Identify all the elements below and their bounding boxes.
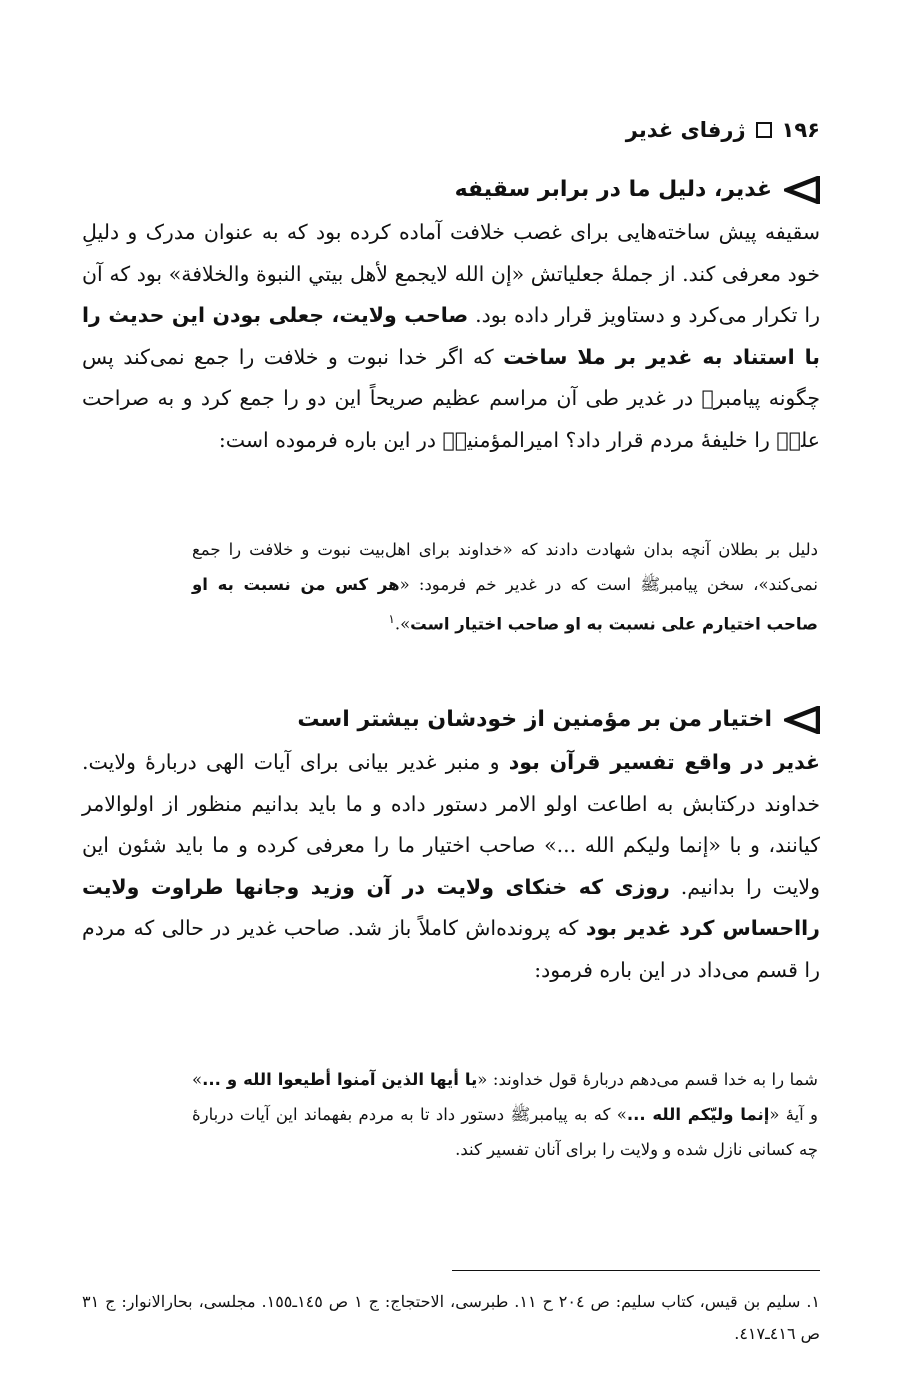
section-2	[82, 700, 820, 991]
running-head	[626, 118, 820, 142]
section-2-paragraph	[82, 742, 820, 991]
section-1-paragraph	[82, 212, 820, 461]
quote-1-bold: هر کس من نسبت به او صاحب اختیارم علی نسبت به او صاحب اختیار است	[192, 575, 818, 634]
quote-2-bold-b: إنما ولیّکم الله ...	[626, 1105, 770, 1124]
quote-1	[192, 532, 818, 642]
triangle-marker-icon	[784, 706, 820, 734]
section-1	[82, 170, 820, 461]
footnote-reference[interactable]: ۱	[388, 612, 395, 626]
section-2-bold-a: غدیر در واقع تفسیر قرآن بود	[508, 750, 821, 774]
section-1-heading	[82, 170, 820, 210]
quote-2-text-a: شما را به خدا قسم می‌دهم دربارهٔ قول خداوند: «	[477, 1070, 818, 1089]
triangle-marker-icon	[784, 176, 820, 204]
square-icon	[756, 122, 772, 138]
quote-1-text-a: دلیل بر بطلان آنچه بدان شهادت دادند که «خداوند برای اهل‌بیت نبوت و خلافت را جمع نمی‌کند»، سخن پیامبرﷺ است که در غدیر خم فرمود: «	[192, 540, 818, 594]
section-1-title: غدیر، دلیل ما در برابر سقیفه	[454, 177, 772, 202]
section-1-text-a: سقیفه پیش ساخته‌هایی برای غصب خلافت آماده کرده بود که به عنوان مدرک و دلیلِ خود معرفی کند. از جملهٔ جعلیاتش «إن الله لایجمع لأهل بیتي النبوة والخلافة» بود که آن را تکرار می‌کرد و دستاویز قرار داده بود.	[82, 220, 820, 327]
footnote: ۱. سلیم بن قیس، کتاب سلیم: ص ٢٠٤ ح ١١. طبرسی، الاحتجاج: ج ١ ص ١٤٥ـ١٥٥. مجلسی، بحارالانوار: ج ٣١ ص ٤١٦ـ٤١٧.	[82, 1292, 821, 1343]
section-2-title: اختیار من بر مؤمنین از خودشان بیشتر است	[297, 707, 772, 732]
quote-2	[192, 1062, 818, 1167]
footnote-divider	[452, 1270, 820, 1271]
section-2-text-c: که پرونده‌اش کاملاً باز شد. صاحب غدیر در حالی که مردم را قسم می‌داد در این باره فرمود:	[82, 916, 820, 982]
page-number: ۱۹۶	[781, 118, 820, 142]
section-2-heading	[82, 700, 820, 740]
quote-2-text-e: » که به پیامبرﷺ دستور داد تا به مردم بفهماند این آیات دربارهٔ چه کسانی نازل شده و ولایت را برای آنان تفسیر کند.	[192, 1105, 818, 1159]
book-title: ژرفای غدیر	[625, 118, 746, 142]
quote-1-text-c: ».	[394, 614, 411, 634]
quote-2-bold-a: یا أیها الذین آمنوا أطیعوا الله و ...	[202, 1070, 478, 1089]
section-2-text-a: و منبر غدیر بیانی برای آیات الهی دربارهٔ ولایت. خداوند درکتابش به اطاعت اولو الامر دستور داده و ما باید بدانیم منظور از اولوالامر کیانند، و با «إنما ولیکم الله ...» صاحب اختیار ما را معرفی کرده و ما باید شئون این ولایت را بدانیم.	[82, 750, 820, 899]
section-2-bold-b: روزی که خنکای ولایت در آن وزید وجانها طراوت ولایت رااحساس کرد غدیر بود	[82, 874, 820, 940]
section-1-text-c: که اگر خدا نبوت و خلافت را جمع نمی‌کند پس چگونه پیامبرﷺ در غدیر طی آن مراسم عظیم صریحاً این دو را جمع کرد و به صراحت علیؑ را خلیفهٔ مردم قرار داد؟ امیرالمؤمنینؑ در این باره فرموده است:	[82, 344, 820, 452]
quote-2-text-c: » و آیهٔ «	[192, 1070, 819, 1124]
section-1-bold-a: صاحب ولایت، جعلی بودن این حدیث را با استناد به غدیر بر ملا ساخت	[82, 303, 820, 369]
